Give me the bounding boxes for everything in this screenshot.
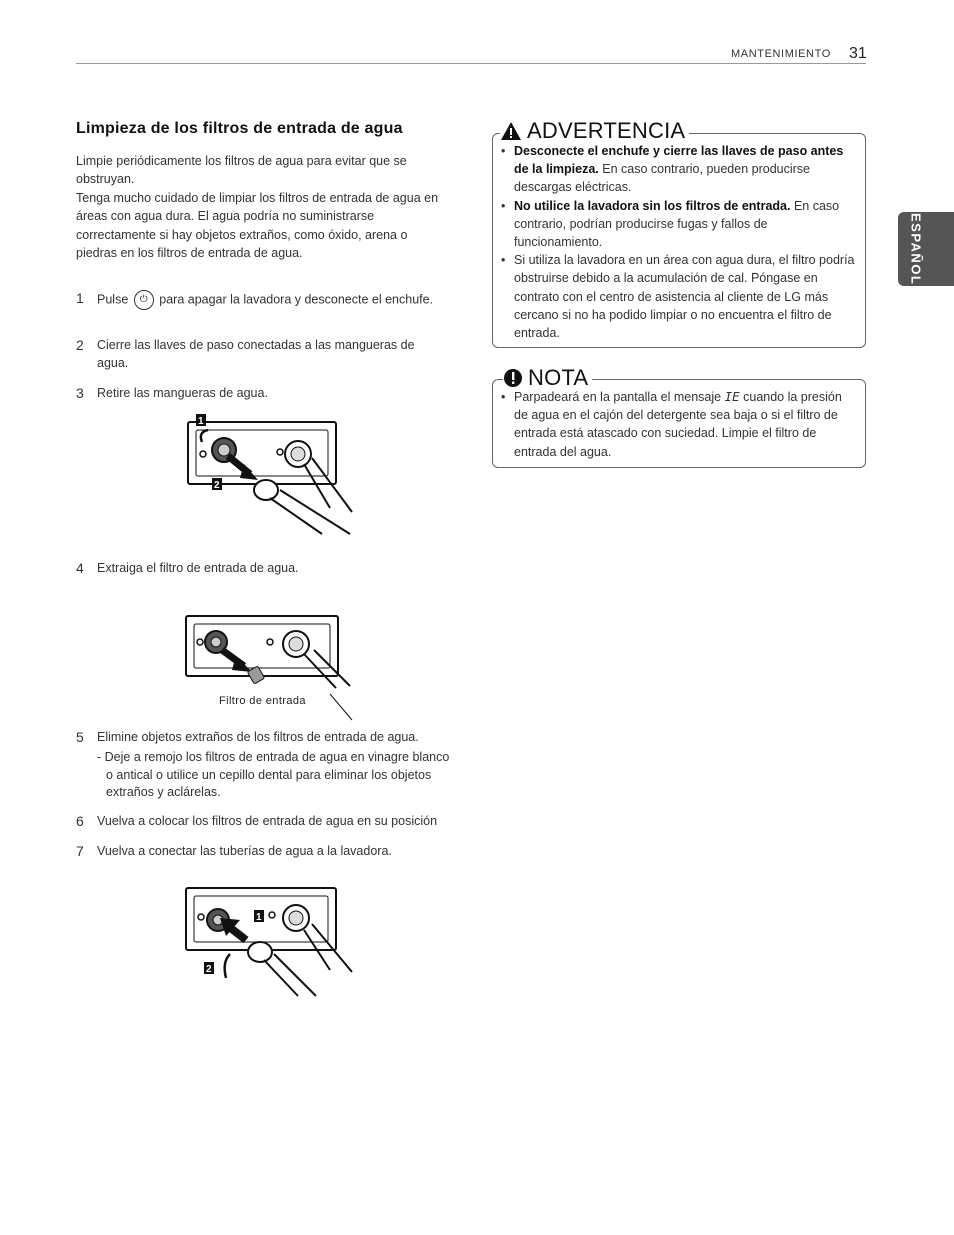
step-6-text: Vuelva a colocar los filtros de entrada de agua en su posición [97, 814, 438, 828]
intro-paragraph-1: Limpie periódicamente los filtros de agua para evitar que se obstruyan. [76, 154, 407, 187]
figure-caption: Filtro de entrada [219, 695, 306, 707]
figure-marker: 1 [256, 912, 262, 923]
remove-hoses-illustration [180, 412, 360, 540]
step-2-text: Cierre las llaves de paso conectadas a las mangueras de agua. [97, 338, 415, 370]
step-5-text: Elimine objetos extraños de los filtros de entrada de agua. [97, 730, 419, 744]
step-1-text [97, 290, 447, 310]
step-1-text-before: Pulse [97, 292, 129, 307]
header-section-label: MANTENIMIENTO [731, 48, 831, 60]
warning-icon [500, 121, 522, 141]
step-7-text: Vuelva a conectar las tuberías de agua a la lavadora. [97, 844, 392, 858]
warning-item-bold: Desconecte el enchufe y cierre las llaves de paso antes de la limpieza. [514, 144, 844, 177]
warning-item-text: En caso contrario, pueden producirse descargas eléctricas. [514, 162, 811, 195]
error-code: IE [724, 389, 740, 404]
page-number: 31 [849, 45, 867, 62]
header-rule [76, 63, 866, 64]
info-icon [503, 368, 523, 388]
language-tab [898, 212, 954, 286]
step-3-text: Retire las mangueras de agua. [97, 386, 268, 400]
section-title: Limpieza de los filtros de entrada de agua [76, 120, 403, 137]
warning-title [500, 118, 689, 144]
step-4-text: Extraiga el filtro de entrada de agua. [97, 561, 299, 575]
list-item [501, 251, 857, 342]
step-number: 4 [76, 560, 84, 576]
power-icon: ⏻ [134, 290, 154, 310]
warning-list [501, 142, 857, 342]
note-title-text: NOTA [528, 365, 589, 390]
figure-marker: 2 [214, 480, 220, 491]
warning-item-text: En caso contrario, podrían producirse fugas y fallos de funcionamiento. [514, 198, 840, 250]
step-number: 7 [76, 843, 84, 859]
step-number: 5 [76, 729, 84, 745]
list-item [501, 388, 857, 461]
language-tab-label: ESPAÑOL [908, 212, 924, 286]
figure-marker: 1 [198, 416, 204, 427]
note-list [501, 388, 857, 461]
reconnect-hoses-illustration [180, 880, 360, 1000]
note-text-before: Parpadeará en la pantalla el mensaje [514, 390, 722, 404]
step-5-subtext: - Deje a remojo los filtros de entrada de agua en vinagre blanco o antical o utilice un cepillo dental para eliminar los objetos extraños y aclárelas. [97, 750, 450, 799]
figure-marker: 2 [206, 964, 212, 975]
step-number: 2 [76, 337, 84, 353]
note-text-after: cuando la presión de agua en el cajón del detergente sea baja o si el filtro de entrada está atascado con suciedad. Limpie el filtro de entrada del agua. [514, 390, 842, 459]
step-1-text-after: para apagar la lavadora y desconecte el enchufe. [159, 292, 434, 307]
list-item [501, 197, 857, 252]
intro-paragraph-2: Tenga mucho cuidado de limpiar los filtros de entrada de agua en áreas con agua dura. El agua podría no suministrarse correctamente si hay objetos extraños, como óxido, arena o piedras en los filtros de entrada de agua. [76, 191, 439, 260]
list-item [501, 142, 857, 197]
step-number: 6 [76, 813, 84, 829]
warning-title-text: ADVERTENCIA [527, 118, 686, 143]
warning-item-text: Si utiliza la lavadora en un área con agua dura, el filtro podría obstruirse debido a la acumulación de cal. Póngase en contrato con el centro de asistencia al cliente de LG más cercano si no ha podido limpiar o no encuentra el filtro de entrada. [514, 253, 855, 341]
step-number: 1 [76, 290, 84, 306]
step-number: 3 [76, 385, 84, 401]
warning-item-bold: No utilice la lavadora sin los filtros de entrada. [514, 198, 791, 213]
